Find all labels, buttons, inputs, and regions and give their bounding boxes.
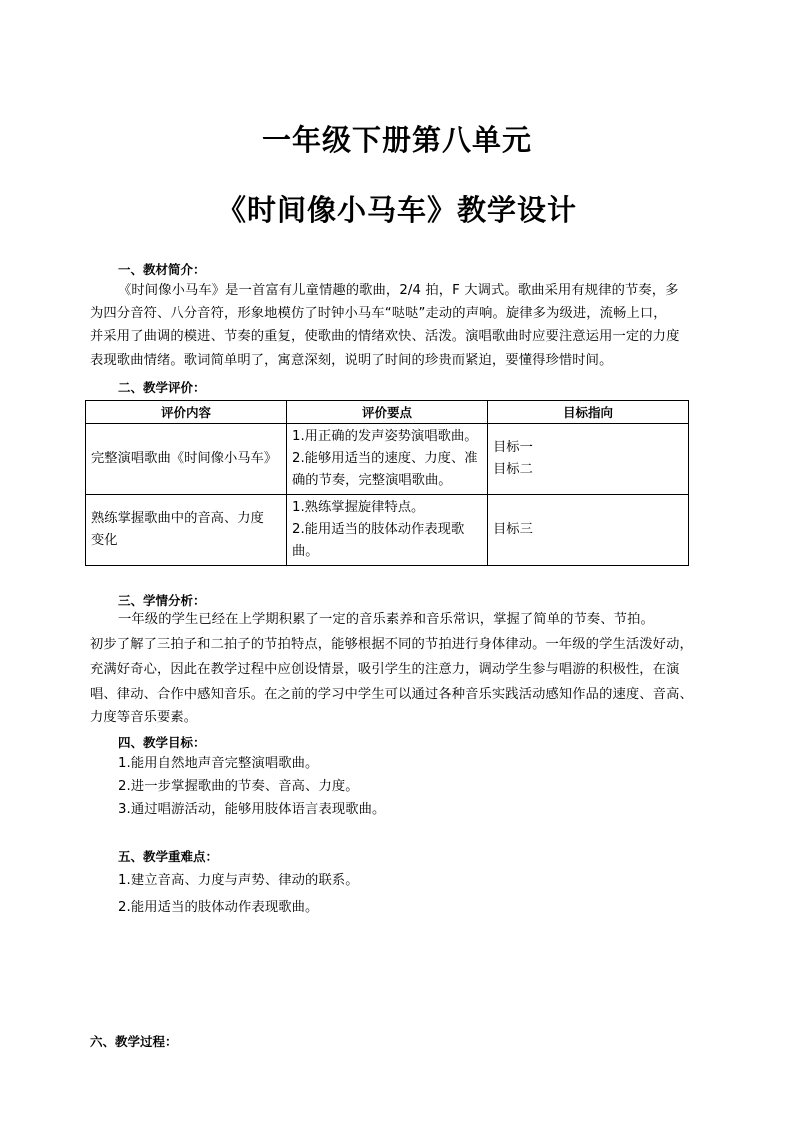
cell-text: 1.用正确的发声姿势演唱歌曲。 bbox=[292, 429, 478, 444]
section3-paragraph-line: 力度等音乐要素。 bbox=[90, 710, 198, 725]
section3-paragraph-line: 初步了解了三拍子和二拍子的节拍特点，能够根据不同的节拍进行身体律动。一年级的学生活泼好动， bbox=[90, 637, 693, 652]
section6-heading: 六、教学过程： bbox=[90, 1034, 178, 1049]
cell-text: 变化 bbox=[91, 533, 118, 548]
section4-item: 3.通过唱游活动，能够用肢体语言表现歌曲。 bbox=[118, 802, 386, 817]
section4-item: 2.进一步掌握歌曲的节奏、音高、力度。 bbox=[118, 779, 359, 794]
table-cell-content bbox=[86, 424, 287, 495]
section1-heading: 一、教材简介： bbox=[118, 262, 206, 277]
table-header-cell: 目标指向 bbox=[488, 401, 689, 424]
cell-text: 目标二 bbox=[493, 462, 533, 477]
document-title-line1: 一年级下册第八单元 bbox=[261, 123, 532, 157]
cell-text: 1.熟练掌握旋律特点。 bbox=[292, 500, 425, 515]
section4-heading: 四、教学目标： bbox=[118, 735, 206, 750]
table-row bbox=[86, 424, 689, 495]
evaluation-table bbox=[85, 400, 689, 566]
table-header-cell: 评价内容 bbox=[86, 401, 287, 424]
cell-text: 目标一 bbox=[493, 440, 533, 455]
cell-text: 目标三 bbox=[493, 522, 533, 537]
table-header-cell: 评价要点 bbox=[287, 401, 488, 424]
cell-text: 完整演唱歌曲《时间像小马车》 bbox=[91, 451, 278, 466]
section5-item: 2.能用适当的肢体动作表现歌曲。 bbox=[118, 900, 319, 915]
cell-text: 确的节奏，完整演唱歌曲。 bbox=[292, 473, 452, 488]
section2-heading: 二、教学评价： bbox=[118, 380, 206, 395]
section4-item: 1.能用自然地声音完整演唱歌曲。 bbox=[118, 756, 319, 771]
table-cell-content bbox=[86, 495, 287, 566]
section3-paragraph-line: 充满好奇心，因此在教学过程中应创设情景，吸引学生的注意力，调动学生参与唱游的积极性，在演 bbox=[90, 662, 680, 677]
document-title-line2: 《时间像小马车》教学设计 bbox=[216, 193, 577, 227]
section1-paragraph-line: 表现歌曲情绪。歌词简单明了，寓意深刻，说明了时间的珍贵而紧迫，要懂得珍惜时间。 bbox=[90, 353, 613, 368]
section1-paragraph-line: 为四分音符、八分音符，形象地模仿了时钟小马车“哒哒”走动的声响。旋律多为级进，流畅上口， bbox=[90, 306, 667, 321]
section5-item: 1.建立音高、力度与声势、律动的联系。 bbox=[118, 873, 359, 888]
table-row bbox=[86, 495, 689, 566]
section3-paragraph-line: 唱、律动、合作中感知音乐。在之前的学习中学生可以通过各种音乐实践活动感知作品的速度、音高、 bbox=[90, 687, 693, 702]
cell-text: 曲。 bbox=[292, 544, 319, 559]
section3-paragraph-line: 一年级的学生已经在上学期积累了一定的音乐素养和音乐常识，掌握了简单的节奏、节拍。 bbox=[118, 612, 654, 627]
section3-heading: 三、学情分析： bbox=[118, 593, 206, 608]
cell-text: 熟练掌握歌曲中的音高、力度 bbox=[91, 511, 264, 526]
section5-heading: 五、教学重难点： bbox=[118, 849, 219, 864]
table-cell-targets bbox=[488, 495, 689, 566]
cell-text: 2.能够用适当的速度、力度、准 bbox=[292, 451, 478, 466]
table-cell-points bbox=[287, 424, 488, 495]
section1-paragraph-line: 《时间像小马车》是一首富有儿童情趣的歌曲，2/4 拍，F 大调式。歌曲采用有规律的节奏，多 bbox=[118, 283, 679, 298]
table-header-row bbox=[86, 401, 689, 424]
cell-text: 2.能用适当的肢体动作表现歌 bbox=[292, 522, 465, 537]
table-cell-points bbox=[287, 495, 488, 566]
section1-paragraph-line: 并采用了曲调的模进、节奏的重复，使歌曲的情绪欢快、活泼。演唱歌曲时应要注意运用一定的力度 bbox=[90, 329, 680, 344]
table-cell-targets bbox=[488, 424, 689, 495]
